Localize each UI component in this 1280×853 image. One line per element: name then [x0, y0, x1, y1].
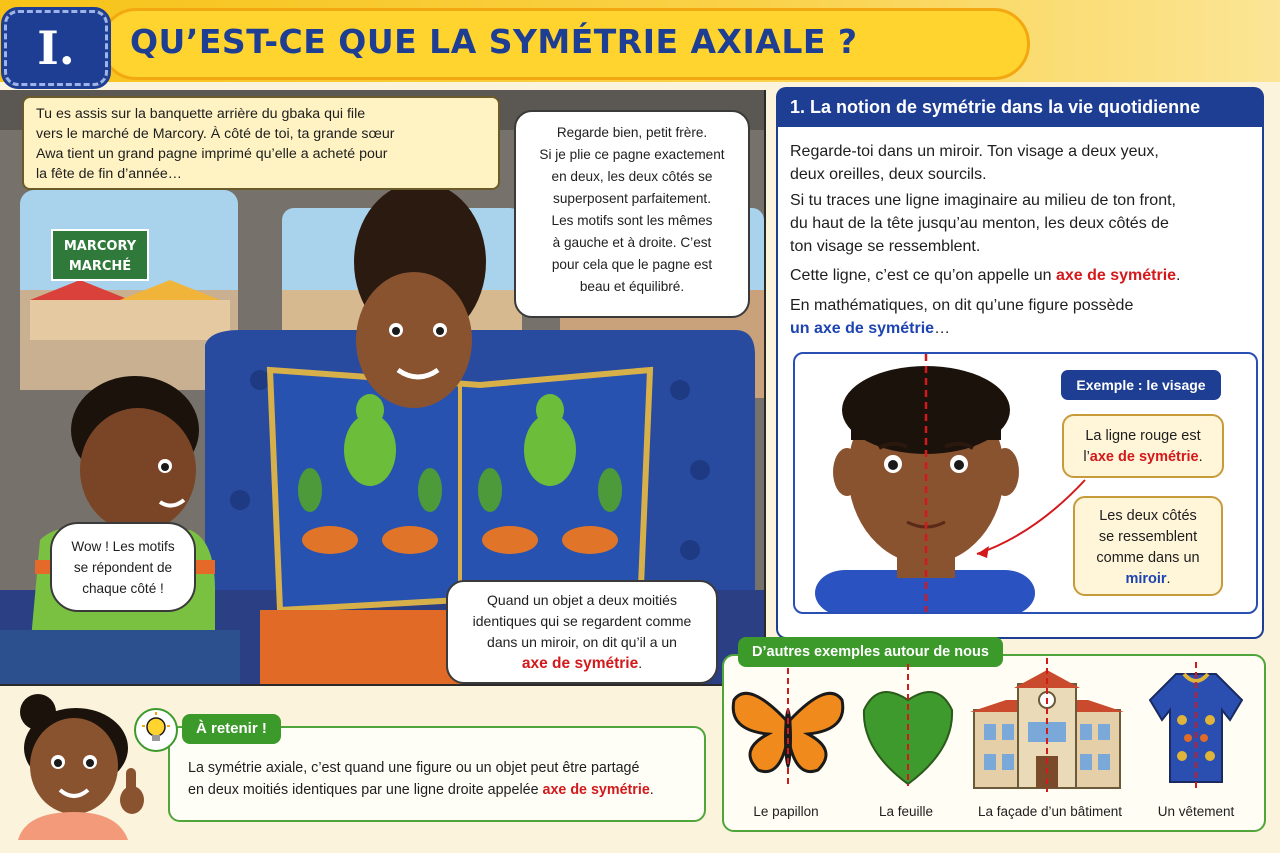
note-term-line: [1064, 447, 1222, 468]
note-mirror: [1073, 496, 1223, 596]
paragraph-line: [790, 189, 1258, 258]
sister-speech-bubble: [514, 110, 750, 318]
symmetry-axis-term: axe de symétrie: [1089, 449, 1199, 465]
bubble-line: superposent parfaitement.: [553, 191, 711, 206]
paragraph-math: [790, 294, 1258, 340]
bubble-line: Regarde bien, petit frère.: [556, 125, 708, 140]
bubble-line: en deux, les deux côtés se: [551, 169, 713, 184]
page-title: QU’EST-CE QUE LA SYMÉTRIE AXIALE ?: [130, 22, 858, 61]
retenir-text: [188, 757, 698, 801]
bubble-line: beau et équilibré.: [579, 279, 685, 294]
example-chip: Exemple : le visage: [1061, 370, 1221, 400]
caption-line: la fête de fin d’année…: [36, 166, 182, 182]
caption-line: vers le marché de Marcory. À côté de toi, ta grande sœur: [36, 126, 395, 142]
retenir-heading: À retenir !: [182, 714, 281, 744]
note-line: comme dans un: [1096, 550, 1200, 566]
section-number: I.: [4, 10, 108, 86]
market-sign-line1: MARCORY: [63, 239, 137, 254]
note-line: se ressemblent: [1098, 529, 1198, 545]
bubble-line: dans un miroir, on dit qu’il a un: [487, 634, 677, 650]
butterfly-icon: [728, 660, 848, 790]
bubble-line: Les motifs sont les mêmes: [551, 213, 713, 228]
note-term-line: [1075, 569, 1221, 590]
bubble-punct: .: [638, 655, 643, 671]
paragraph-mirror: [790, 140, 1258, 186]
bubble-line: se répondent de: [73, 560, 173, 575]
para-line: du haut de la tête jusqu’au menton, les deux côtés de: [790, 215, 1169, 232]
bubble-line: Wow ! Les motifs: [71, 539, 175, 554]
narrative-caption: [22, 96, 500, 190]
para-line: Si tu traces une ligne imaginaire au milieu de ton front,: [790, 192, 1176, 209]
para-text: Cette ligne, c’est ce qu’on appelle un: [790, 267, 1056, 284]
para-line: Regarde-toi dans un miroir. Ton visage a deux yeux,: [790, 143, 1159, 160]
para-line: deux oreilles, deux sourcils.: [790, 166, 987, 183]
example-label-leaf: La feuille: [878, 804, 934, 819]
shirt-icon: [1146, 660, 1246, 790]
para-line: En mathématiques, on dit qu’une figure possède: [790, 297, 1134, 314]
symmetry-axis-term: axe de symétrie: [521, 655, 639, 672]
example-label-butterfly: Le papillon: [753, 804, 819, 819]
symmetry-axis-blue-term: un axe de symétrie: [790, 320, 935, 337]
note-line: La ligne rouge est: [1085, 428, 1201, 444]
retenir-punct: .: [649, 782, 654, 798]
bubble-line: Si je plie ce pagne exactement: [539, 147, 725, 162]
bubble-line: à gauche et à droite. C’est: [552, 235, 712, 250]
bubble-line: pour cela que le pagne est: [551, 257, 713, 272]
example-label-clothing: Un vêtement: [1157, 804, 1235, 819]
caption-line: Awa tient un grand pagne imprimé qu’elle a acheté pour: [36, 146, 388, 162]
retenir-term-line: [188, 779, 698, 801]
symmetry-axis-term: axe de symétrie: [542, 782, 650, 798]
symmetry-axis-term: axe de symétrie: [1055, 267, 1177, 284]
para-line: ton visage se ressemblent.: [790, 238, 981, 255]
note-punct: .: [1166, 571, 1171, 587]
para-punct: .: [1176, 267, 1181, 284]
market-sign-line2: MARCHÉ: [68, 259, 132, 274]
leaf-icon: [858, 660, 958, 790]
note-prefix: l’: [1083, 449, 1090, 465]
retenir-line: en deux moitiés identiques par une ligne droite appelée: [188, 782, 543, 798]
example-label-building: La façade d’un bâtiment: [977, 804, 1123, 819]
bubble-line: Quand un objet a deux moitiés: [487, 592, 677, 608]
definition-speech-bubble: [446, 580, 718, 684]
bubble-term-line: [448, 653, 716, 674]
bubble-line: identiques qui se regardent comme: [472, 613, 692, 629]
para-punct: …: [934, 320, 951, 337]
caption-line: Tu es assis sur la banquette arrière du gbaka qui file: [36, 106, 366, 122]
note-punct: .: [1198, 449, 1203, 465]
para-term-line: [790, 317, 1258, 340]
bubble-line: chaque côté !: [82, 581, 164, 596]
lightbulb-icon: [134, 708, 178, 752]
building-icon: [966, 656, 1128, 792]
paragraph-axis: [790, 264, 1258, 287]
section-heading: 1. La notion de symétrie dans la vie quotidienne: [776, 87, 1264, 127]
note-red-line: [1062, 414, 1224, 478]
retenir-line: La symétrie axiale, c’est quand une figure ou un objet peut être partagé: [188, 760, 640, 776]
note-line: Les deux côtés: [1099, 508, 1197, 524]
other-examples-heading: D’autres exemples autour de nous: [738, 637, 1003, 667]
mirror-term: miroir: [1125, 571, 1167, 587]
boy-speech-bubble: [50, 522, 196, 612]
